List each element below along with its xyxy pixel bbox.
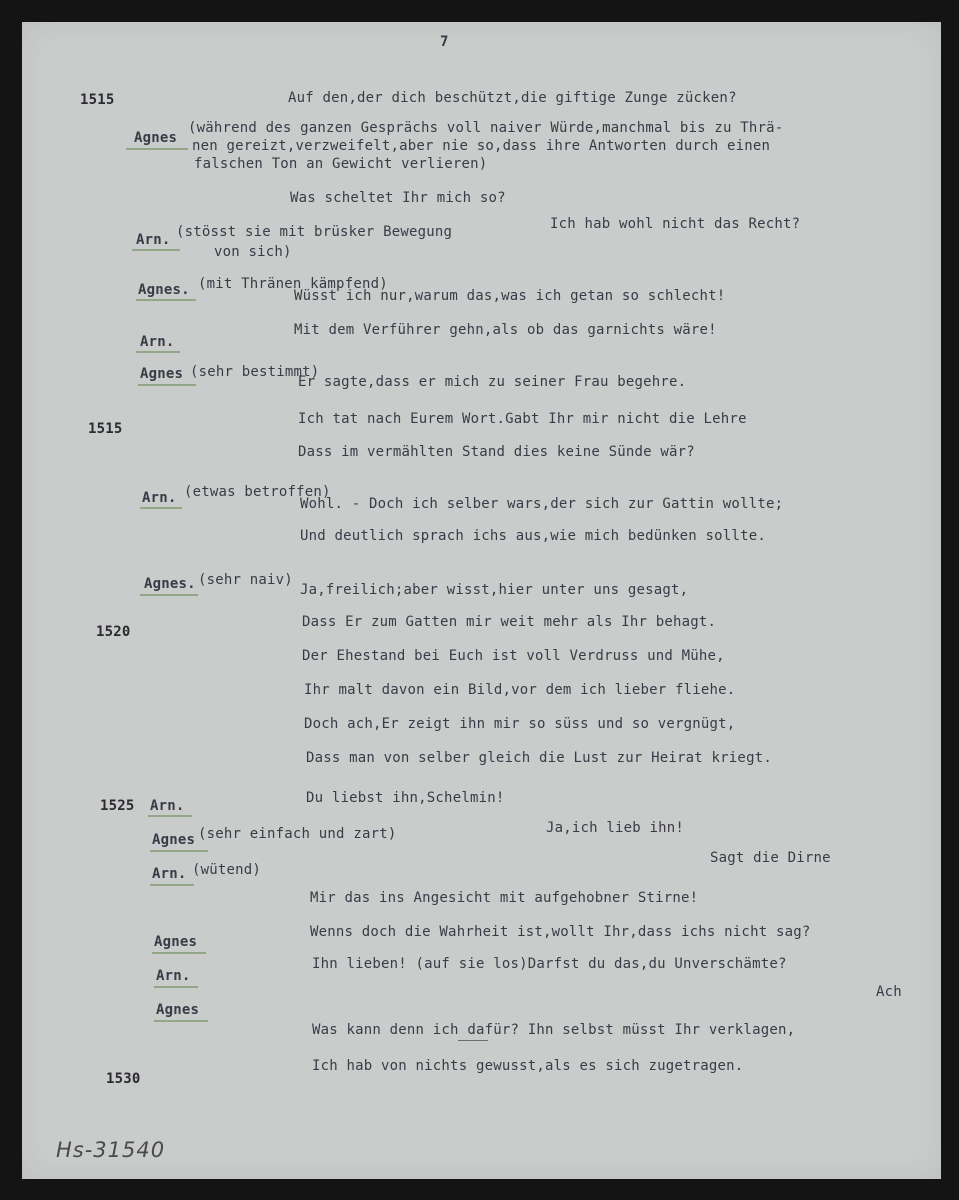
line-number: 1530 — [106, 1071, 141, 1087]
verse-line: Ihn lieben! (auf sie los)Darfst du das,du Unverschämte? — [312, 956, 787, 972]
speaker-underline — [154, 986, 198, 988]
stage-direction: (stösst sie mit brüsker Bewegung — [176, 224, 453, 240]
verse-line: Wüsst ich nur,warum das,was ich getan so schlecht! — [294, 288, 726, 304]
speaker-underline — [140, 594, 198, 596]
verse-line: Ich tat nach Eurem Wort.Gabt Ihr mir nicht die Lehre — [298, 411, 747, 427]
verse-line: Ihr malt davon ein Bild,vor dem ich lieber fliehe. — [304, 682, 736, 698]
speaker-agnes: Agnes — [140, 366, 184, 382]
verse-line: Dass Er zum Gatten mir weit mehr als Ihr behagt. — [302, 614, 717, 630]
verse-line: Der Ehestand bei Euch ist voll Verdruss und Mühe, — [302, 648, 725, 664]
speaker-underline — [126, 148, 188, 150]
speaker-underline — [132, 249, 180, 251]
speaker-underline — [150, 850, 208, 852]
stage-direction: nen gereizt,verzweifelt,aber nie so,dass ihre Antworten durch einen — [192, 138, 771, 154]
stage-direction: (wütend) — [192, 862, 262, 878]
speaker-arn: Arn. — [142, 490, 177, 506]
stage-direction: (mit Thränen kämpfend) — [198, 276, 388, 292]
verse-line: Was scheltet Ihr mich so? — [290, 190, 506, 206]
verse-line: Doch ach,Er zeigt ihn mir so süss und so vergnügt, — [304, 716, 736, 732]
stage-direction: von sich) — [214, 244, 292, 260]
stage-direction: (sehr einfach und zart) — [198, 826, 397, 842]
speaker-underline — [136, 351, 180, 353]
speaker-underline — [154, 1020, 208, 1022]
emphasis-underline — [458, 1040, 488, 1041]
speaker-arn: Arn. — [136, 232, 171, 248]
speaker-agnes: Agnes — [154, 934, 198, 950]
stage-direction: falschen Ton an Gewicht verlieren) — [194, 156, 488, 172]
speaker-agnes: Agnes — [134, 130, 178, 146]
verse-line: Wohl. - Doch ich selber wars,der sich zur Gattin wollte; — [300, 496, 784, 512]
speaker-underline — [136, 299, 196, 301]
verse-line: Mir das ins Angesicht mit aufgehobner Stirne! — [310, 890, 699, 906]
archive-signature: Hs-31540 — [56, 1138, 166, 1162]
speaker-agnes: Agnes. — [144, 576, 196, 592]
verse-line: Dass im vermählten Stand dies keine Sünde wär? — [298, 444, 695, 460]
speaker-arn: Arn. — [156, 968, 191, 984]
speaker-underline — [138, 384, 196, 386]
speaker-arn: Arn. — [150, 798, 185, 814]
stage-direction: (während des ganzen Gesprächs voll naiver Würde,manchmal bis zu Thrä- — [188, 120, 784, 136]
verse-line: Was kann denn ich dafür? Ihn selbst müsst Ihr verklagen, — [312, 1022, 796, 1038]
verse-line: Ich hab von nichts gewusst,als es sich zugetragen. — [312, 1058, 744, 1074]
stage-direction: (sehr naiv) — [198, 572, 293, 588]
verse-line: Ja,ich lieb ihn! — [546, 820, 685, 836]
speaker-agnes: Agnes. — [138, 282, 190, 298]
line-number: 1525 — [100, 798, 135, 814]
verse-line: Er sagte,dass er mich zu seiner Frau begehre. — [298, 374, 687, 390]
verse-line: Sagt die Dirne — [710, 850, 831, 866]
stage-direction: (sehr bestimmt) — [190, 364, 320, 380]
verse-line: Du liebst ihn,Schelmin! — [306, 790, 505, 806]
speaker-underline — [148, 815, 192, 817]
line-number: 1520 — [96, 624, 131, 640]
speaker-underline — [140, 507, 182, 509]
line-number: 1515 — [88, 421, 123, 437]
line-number: 1515 — [80, 92, 115, 108]
verse-line: Auf den,der dich beschützt,die giftige Zunge zücken? — [288, 90, 737, 106]
stage-direction: (etwas betroffen) — [184, 484, 331, 500]
speaker-arn: Arn. — [140, 334, 175, 350]
verse-line: Ach — [876, 984, 902, 1000]
verse-line: Mit dem Verführer gehn,als ob das garnichts wäre! — [294, 322, 717, 338]
verse-line: Ja,freilich;aber wisst,hier unter uns gesagt, — [300, 582, 689, 598]
speaker-underline — [150, 884, 194, 886]
verse-line: Ich hab wohl nicht das Recht? — [550, 216, 801, 232]
speaker-underline — [152, 952, 206, 954]
verse-line: Und deutlich sprach ichs aus,wie mich bedünken sollte. — [300, 528, 766, 544]
verse-line: Wenns doch die Wahrheit ist,wollt Ihr,dass ichs nicht sag? — [310, 924, 811, 940]
speaker-arn: Arn. — [152, 866, 187, 882]
verse-line: Dass man von selber gleich die Lust zur Heirat kriegt. — [306, 750, 772, 766]
speaker-agnes: Agnes — [156, 1002, 200, 1018]
speaker-agnes: Agnes — [152, 832, 196, 848]
page-number: 7 — [440, 34, 449, 50]
